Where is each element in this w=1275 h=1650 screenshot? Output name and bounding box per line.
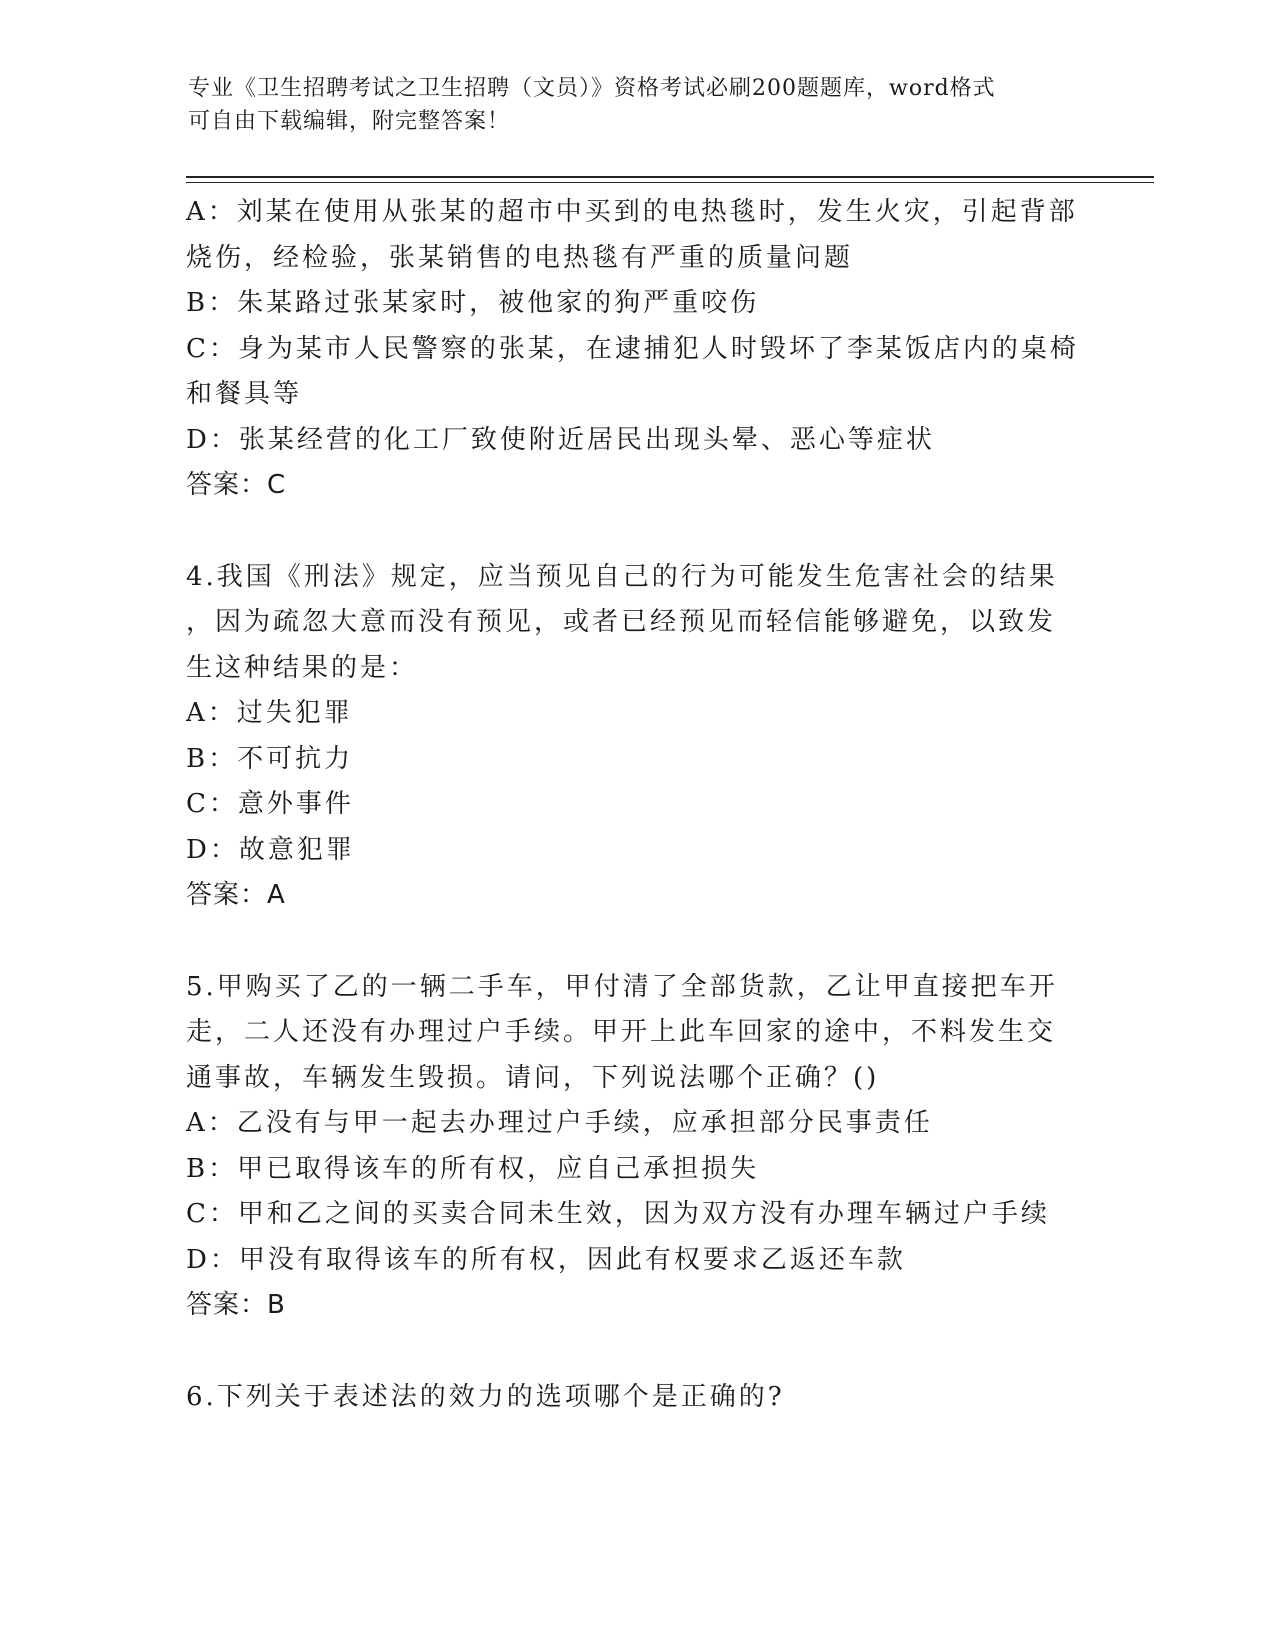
option-b: B：不可抗力 [186,743,354,774]
option-c-cont: 和餐具等 [186,379,303,409]
question-text: 6.下列关于表述法的效力的选项哪个是正确的? [186,1381,785,1412]
option-c: C：甲和乙之间的买卖合同未生效，因为双方没有办理车辆过户手续 [186,1199,1050,1229]
option-a: A：乙没有与甲一起去办理过户手续，应承担部分民事责任 [186,1108,933,1138]
option-a: A：过失犯罪 [186,698,353,728]
answer: 答案：A [186,880,286,910]
header-line-2: 可自由下载编辑，附完整答案！ [188,109,511,134]
document-header [188,72,1068,138]
question-text-cont: 走，二人还没有办理过户手续。甲开上此车回家的途中，不料发生交 [186,1017,1057,1047]
question-text-cont: ，因为疏忽大意而没有预见，或者已经预见而轻信能够避免，以致发 [186,607,1057,637]
option-d: D：故意犯罪 [186,834,355,865]
question-4 [186,555,1086,919]
answer: 答案：B [186,1290,286,1320]
document-body [186,190,1086,1420]
option-b: B：甲已取得该车的所有权，应自己承担损失 [186,1153,760,1184]
option-c: C：意外事件 [186,789,354,819]
option-d: D：张某经营的化工厂致使附近居民出现头晕、恶心等症状 [186,424,935,455]
question-3-options [186,190,1086,509]
option-b: B：朱某路过张某家时，被他家的狗严重咬伤 [186,288,760,318]
header-line-1: 专业《卫生招聘考试之卫生招聘（文员）》资格考试必刷200题题库，word格式 [188,76,996,101]
option-d: D：甲没有取得该车的所有权，因此有权要求乙返还车款 [186,1244,906,1275]
header-rule-thin [186,182,1154,183]
question-5 [186,965,1086,1329]
question-text: 4.我国《刑法》规定，应当预见自己的行为可能发生危害社会的结果 [186,561,1058,592]
header-rule [186,176,1154,178]
question-text-cont: 生这种结果的是： [186,652,419,683]
question-6 [186,1375,1086,1421]
question-text: 5.甲购买了乙的一辆二手车，甲付清了全部货款，乙让甲直接把车开 [186,971,1058,1002]
answer: 答案：C [186,470,287,500]
option-a: A：刘某在使用从张某的超市中买到的电热毯时，发生火灾，引起背部 [186,197,1078,227]
question-text-cont: 通事故，车辆发生毁损。请问，下列说法哪个正确？() [186,1062,880,1093]
option-a-cont: 烧伤，经检验，张某销售的电热毯有严重的质量问题 [186,242,854,273]
option-c: C：身为某市人民警察的张某，在逮捕犯人时毁坏了李某饭店内的桌椅 [186,333,1079,364]
